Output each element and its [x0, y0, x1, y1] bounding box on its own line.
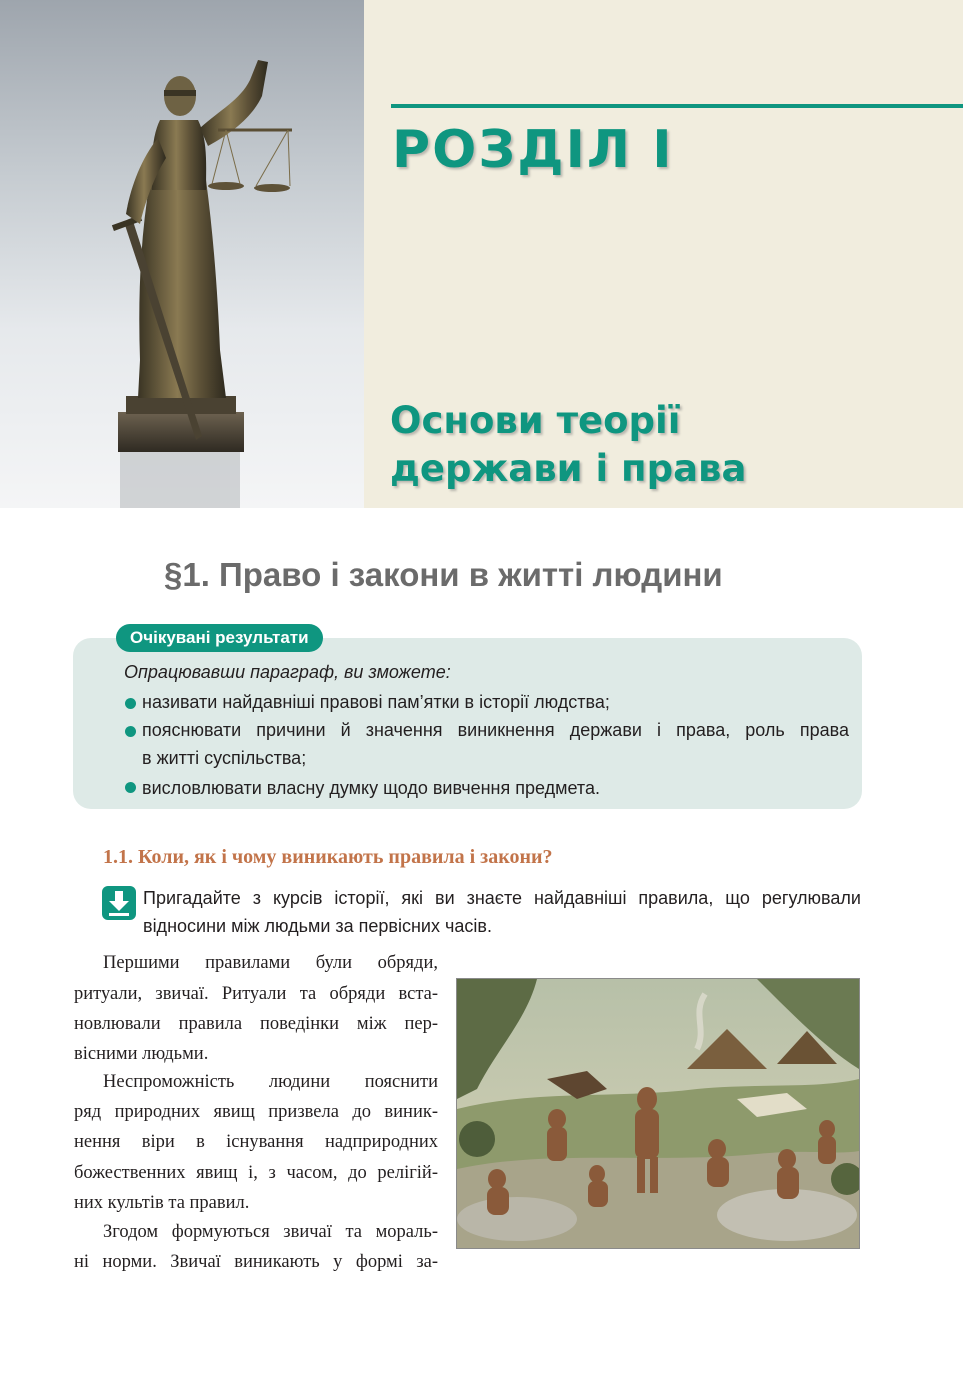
chapter-divider-line — [391, 104, 963, 108]
bullet-dot-icon — [125, 726, 136, 737]
body-text-line: вісними людьми. — [74, 1044, 209, 1064]
result-item-2: пояснювати причини й значення виникнення держави і права, роль права — [142, 720, 849, 740]
themis-statue-image — [0, 0, 364, 508]
result-item-3: висловлювати власну думку щодо вивчення предмета. — [142, 778, 600, 798]
body-text-line: Згодом формуються звичаї та мораль- — [103, 1222, 438, 1242]
result-item-2-continued: в житті суспільства; — [142, 748, 307, 768]
chapter-title-line-2: держави і права — [390, 447, 747, 490]
body-text-line: ні норми. Звичаї виникають у формі за- — [74, 1252, 438, 1272]
expected-results-intro: Опрацювавши параграф, ви зможете: — [124, 662, 451, 682]
expected-results-tab: Очікувані результати — [116, 624, 323, 652]
download-arrow-icon — [102, 886, 136, 920]
section-heading: 1.1. Коли, як і чому виникають правила і закони? — [103, 846, 553, 868]
result-item-1: називати найдавніші правові пам’ятки в історії людства; — [142, 692, 610, 712]
body-text-line: Неспроможність людини пояснити — [103, 1072, 438, 1092]
body-text-line: новлювали правила поведінки між пер- — [74, 1014, 438, 1034]
recall-prompt-line-1: Пригадайте з курсів історії, які ви знаєте найдавніші правила, що регулювали — [143, 888, 861, 908]
bullet-dot-icon — [125, 782, 136, 793]
bullet-dot-icon — [125, 698, 136, 709]
body-text-line: нення віри в існування надприродних — [74, 1132, 438, 1152]
body-text-line: ряд природних явищ призвела до виник- — [74, 1102, 438, 1122]
paragraph-heading: §1. Право і закони в житті людини — [164, 556, 723, 593]
body-text-line: ритуали, звичаї. Ритуали та обряди вста- — [74, 984, 438, 1004]
body-text-line: божественних явищ і, з часом, до релігій- — [74, 1163, 438, 1183]
body-text-line: них культів та правил. — [74, 1193, 250, 1213]
body-text-line: Першими правилами були обряди, — [103, 953, 438, 973]
chapter-label: РОЗДІЛ І — [392, 120, 674, 180]
primitive-people-illustration — [456, 978, 860, 1249]
chapter-title — [390, 397, 746, 493]
recall-prompt-line-2: відносини між людьми за первісних часів. — [143, 916, 492, 936]
chapter-title-line-1: Основи теорії — [390, 399, 681, 442]
